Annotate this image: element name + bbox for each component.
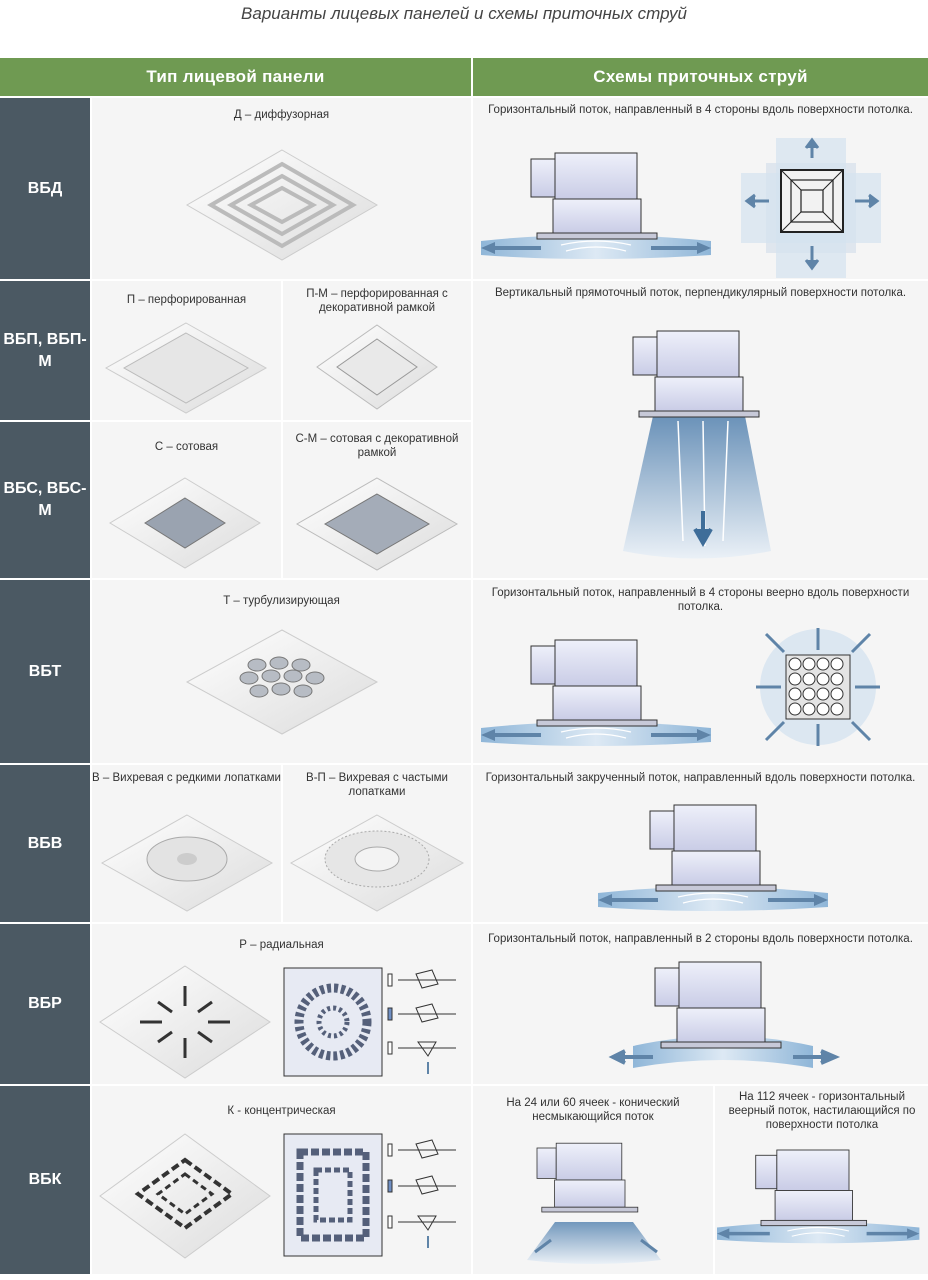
- panel-caption-vp: В-П – Вихревая с частыми лопатками: [306, 772, 448, 798]
- panel-caption-s: С – сотовая: [154, 441, 219, 453]
- scheme-caption-vbd: Горизонтальный поток, направленный в 4 стороны вдоль поверхности потолка.: [488, 104, 913, 116]
- scheme-cell-vbk-b: [715, 1086, 928, 1274]
- concentric-panel-image: [100, 1134, 270, 1258]
- scheme-caption-vbp: Вертикальный прямоточный поток, перпендикулярный поверхности потолка.: [494, 287, 907, 299]
- honeycomb-frame-panel-image: [297, 478, 457, 570]
- panel-cell-p: [92, 281, 281, 420]
- panel-caption-p: П – перфорированная: [126, 294, 247, 306]
- radial-panel-image: [100, 966, 270, 1078]
- unit-top-view-vbd: [741, 138, 881, 278]
- unit-side-view-vbd: [481, 153, 721, 273]
- panel-cell-sm: [283, 422, 471, 578]
- panel-caption-d: Д – диффузорная: [233, 109, 330, 121]
- page-caption: Варианты лицевых панелей и схемы приточных струй: [241, 4, 687, 23]
- panel-cell-s: [92, 422, 281, 578]
- scheme-caption-vbt: Горизонтальный поток, направленный в 4 стороны веерно вдоль поверхности потолка.: [491, 587, 910, 613]
- scheme-cell-vbd: [473, 98, 928, 279]
- row-label-vbp: ВБП, ВБП-М: [0, 281, 90, 420]
- panel-cell-v: [92, 765, 281, 922]
- concentric-panel-plan-image: [284, 1134, 384, 1258]
- row-label-vbd: ВБД: [0, 98, 90, 279]
- panel-cell-r: [92, 924, 471, 1084]
- scheme-caption-vbk-a: На 24 или 60 ячеек - конический несмыкающийся поток: [506, 1097, 680, 1123]
- diffuser-panel-image: [187, 150, 377, 270]
- swirl-dense-panel-image: [291, 815, 463, 915]
- perforated-frame-panel-image: [317, 325, 437, 415]
- concentric-blade-diagram: [388, 1138, 468, 1254]
- panel-caption-pm: П-М – перфорированная с декоративной рамкой: [306, 288, 448, 314]
- swirl-sparse-panel-image: [102, 815, 272, 915]
- scheme-cell-vbk-a: [473, 1086, 713, 1274]
- header-panel-type: Тип лицевой панели: [0, 58, 471, 96]
- scheme-cell-vbp-vbs: [473, 281, 928, 578]
- panel-cell-vbd: [92, 98, 471, 279]
- panel-caption-k: К - концентрическая: [227, 1105, 336, 1117]
- honeycomb-panel-image: [110, 478, 260, 568]
- unit-side-view-vbv: [598, 807, 838, 917]
- panel-cell-t: [92, 580, 471, 763]
- unit-top-view-vbt: [748, 622, 888, 752]
- panel-cell-pm: [283, 281, 471, 420]
- perforated-panel-image: [106, 323, 266, 413]
- unit-horizontal-fan-flow: [717, 1150, 927, 1270]
- panel-cell-k: [92, 1086, 471, 1274]
- unit-vertical-flow: [633, 331, 783, 571]
- scheme-caption-vbr: Горизонтальный поток, направленный в 2 стороны вдоль поверхности потолка.: [488, 933, 913, 945]
- scheme-caption-vbv: Горизонтальный закрученный поток, направленный вдоль поверхности потолка.: [485, 772, 916, 784]
- panel-caption-r: Р – радиальная: [239, 939, 324, 951]
- scheme-cell-vbr: [473, 924, 928, 1084]
- row-label-vbv: ВБВ: [0, 765, 90, 922]
- panel-caption-v: В – Вихревая с редкими лопатками: [92, 772, 281, 784]
- scheme-cell-vbv: [473, 765, 928, 922]
- panel-cell-vp: [283, 765, 471, 922]
- row-label-vbs: ВБС, ВБС-М: [0, 422, 90, 578]
- row-label-vbr: ВБР: [0, 924, 90, 1084]
- panel-caption-sm: С-М – сотовая с декоративной рамкой: [295, 433, 459, 459]
- unit-conical-flow: [521, 1140, 671, 1270]
- scheme-cell-vbt: [473, 580, 928, 763]
- row-label-vbt: ВБТ: [0, 580, 90, 763]
- turbulizing-panel-image: [187, 630, 377, 740]
- row-label-vbk: ВБК: [0, 1086, 90, 1274]
- unit-two-way-flow: [613, 968, 843, 1078]
- radial-panel-plan-image: [284, 968, 384, 1078]
- panel-caption-t: Т – турбулизирующая: [223, 595, 340, 607]
- header-flow-schemes: Схемы приточных струй: [473, 58, 928, 96]
- radial-blade-diagram: [388, 970, 468, 1076]
- scheme-caption-vbk-b: На 112 ячеек - горизонтальный веерный поток, настилающийся по поверхности потолка: [728, 1091, 916, 1131]
- unit-side-view-vbt: [481, 640, 721, 750]
